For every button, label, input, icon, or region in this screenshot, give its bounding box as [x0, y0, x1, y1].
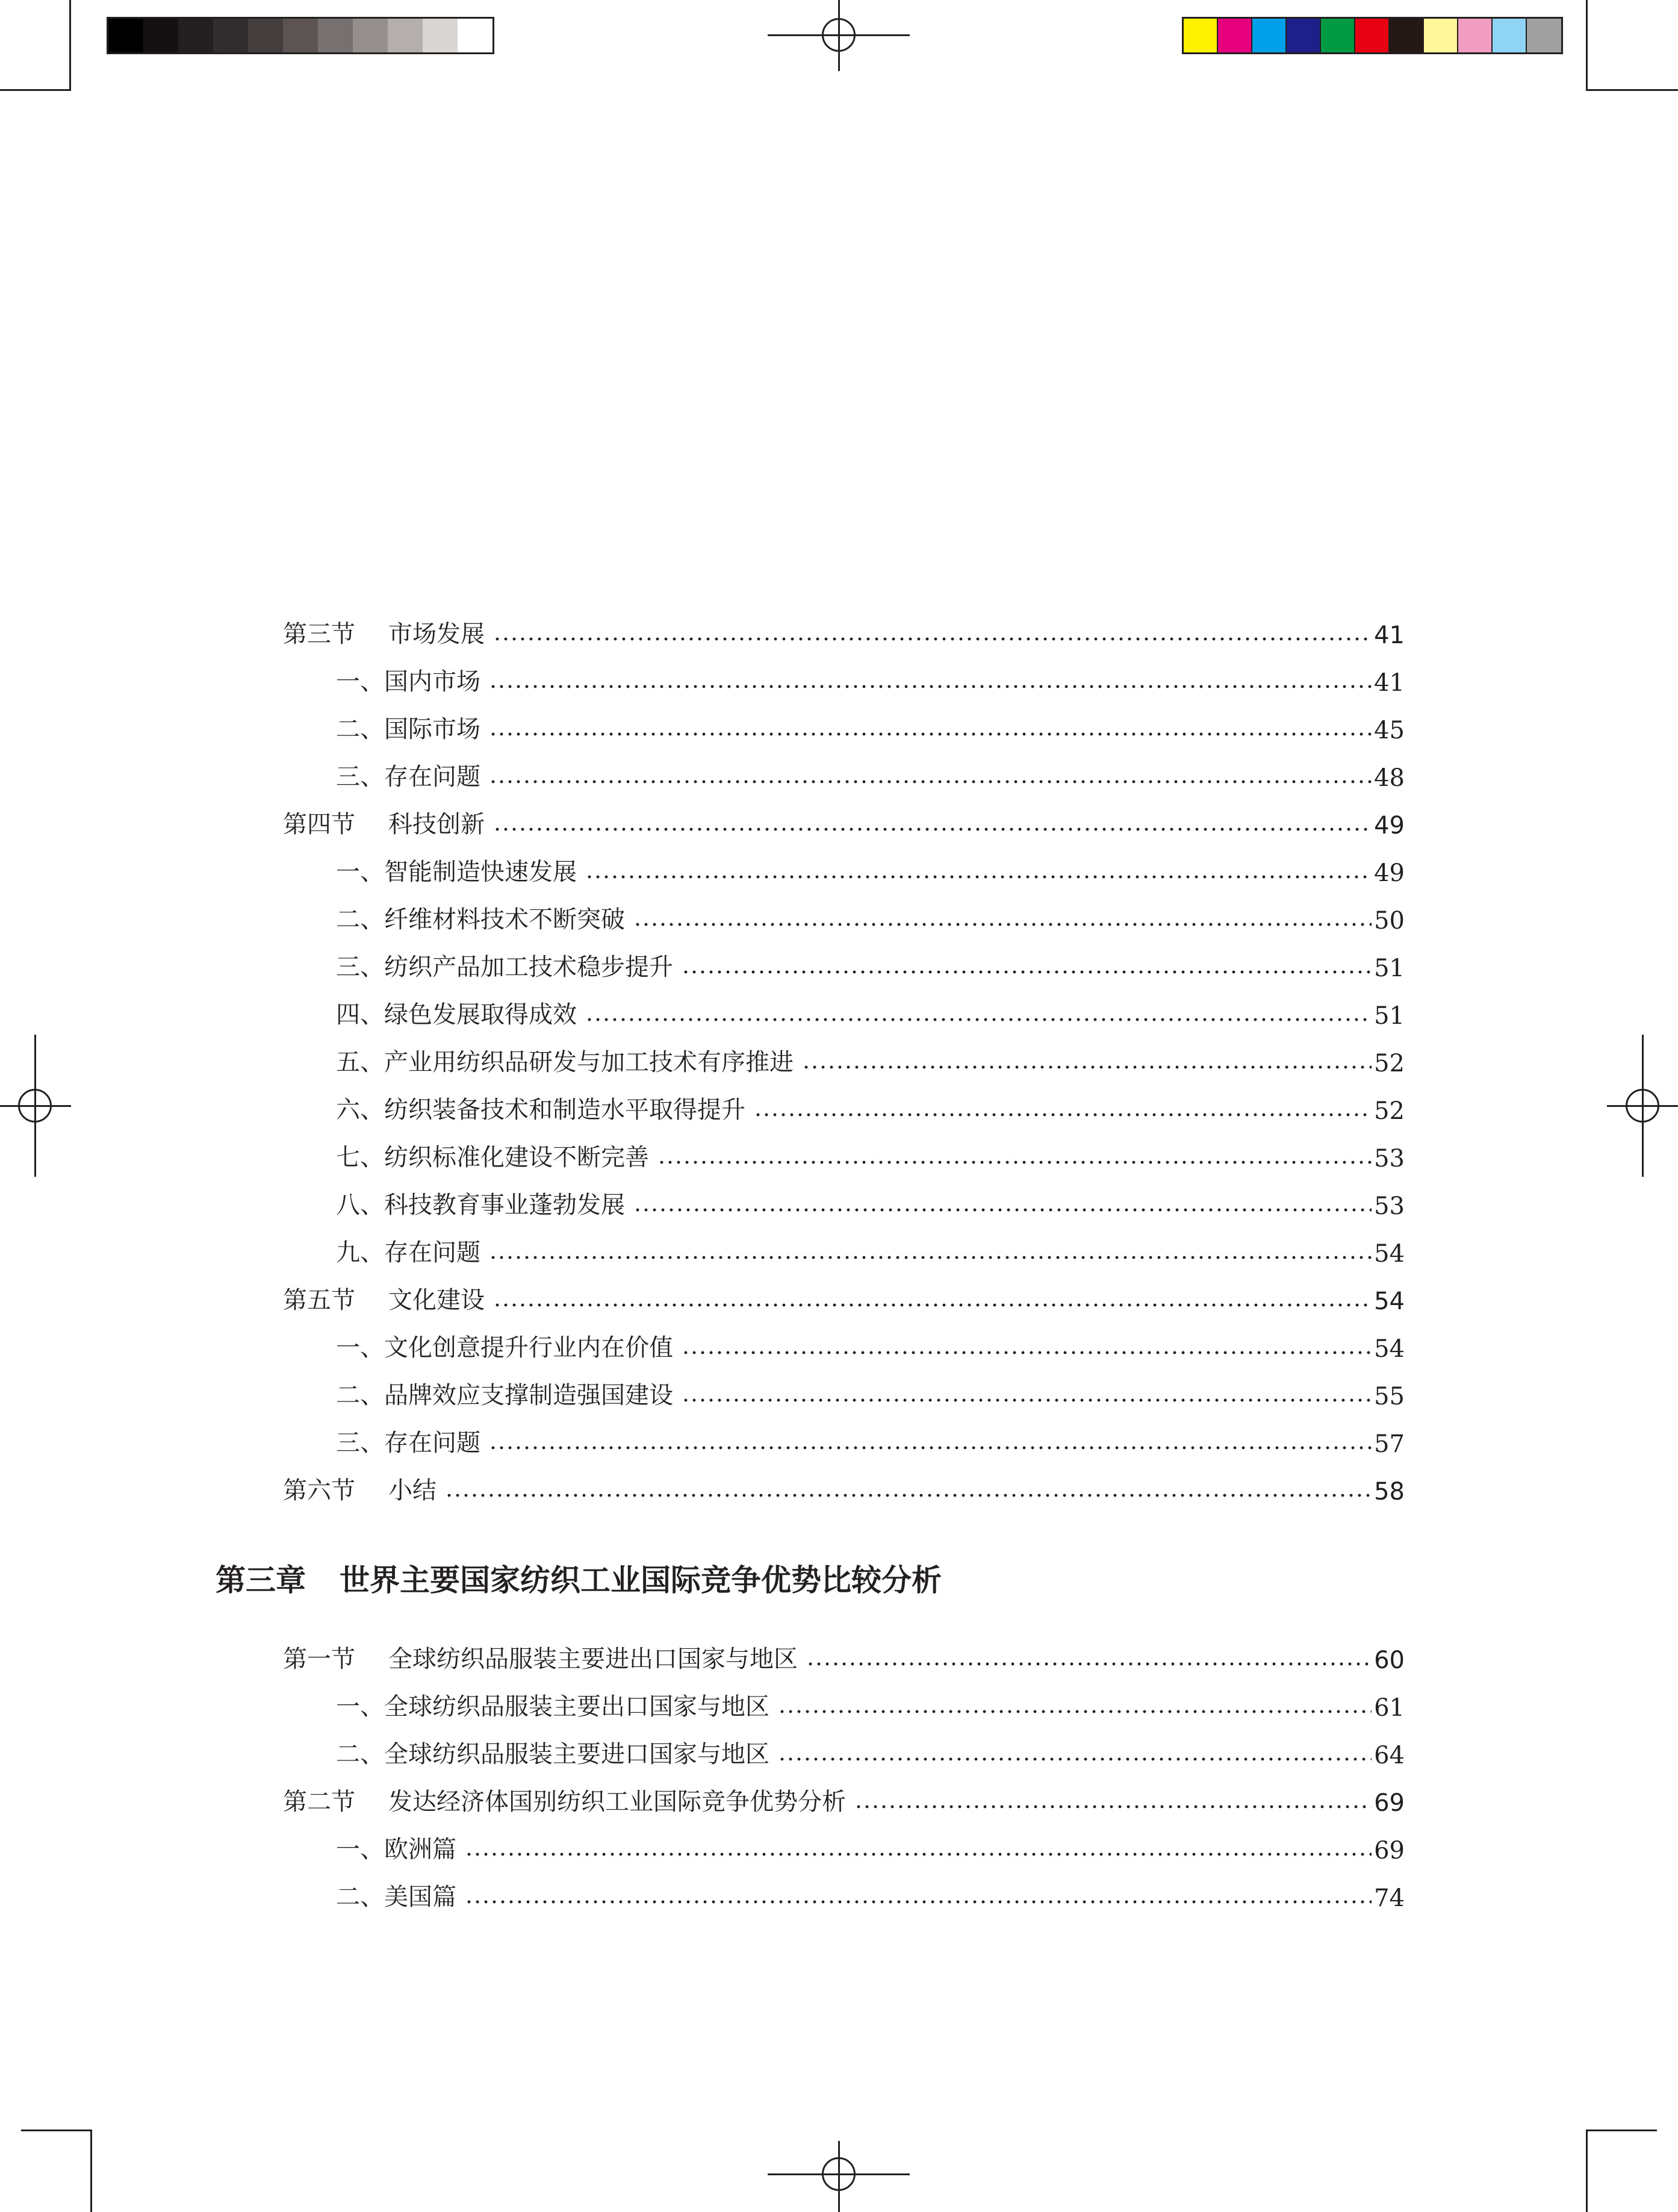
dot-leader [854, 1804, 1372, 1810]
toc-entry-label [283, 1640, 806, 1674]
crop-mark-top-left [69, 0, 71, 91]
dot-leader [489, 684, 1372, 690]
page-number: 69 [1374, 1789, 1405, 1817]
color-swatch [1355, 19, 1390, 52]
toc-entry-title: 市场发展 [388, 620, 485, 648]
toc-item-row[interactable] [336, 1089, 1405, 1125]
toc-entry-label [336, 1424, 489, 1458]
toc-entry-label [283, 1281, 493, 1315]
toc-entry-title: 二、国际市场 [336, 715, 480, 743]
toc-section-row[interactable] [283, 613, 1405, 649]
toc-entry-label [336, 1687, 778, 1722]
toc-entry-title: 一、文化创意提升行业内在价值 [336, 1334, 673, 1362]
toc-item-row[interactable] [336, 1422, 1405, 1458]
crop-mark-top-right [1586, 89, 1678, 91]
page-number: 54 [1374, 1335, 1405, 1363]
toc-entry-title: 三、存在问题 [336, 763, 480, 791]
color-swatch [1321, 19, 1355, 52]
toc-item-row[interactable] [336, 994, 1405, 1030]
dot-leader [633, 1207, 1372, 1213]
crop-mark-bottom-right [1586, 2129, 1588, 2212]
toc-entry-title: 一、国内市场 [336, 668, 480, 696]
page-number: 51 [1374, 955, 1405, 982]
dot-leader [493, 636, 1372, 642]
toc-entry-title: 一、智能制造快速发展 [336, 858, 577, 886]
dot-leader [585, 1017, 1372, 1023]
crop-mark-top-right [1586, 0, 1588, 91]
dot-leader [682, 969, 1372, 975]
toc-entry-title: 二、品牌效应支撑制造强国建设 [336, 1382, 673, 1409]
color-swatch [143, 19, 178, 52]
dot-leader [493, 826, 1372, 832]
toc-entry-label [336, 662, 489, 697]
toc-entry-title: 二、纤维材料技术不断突破 [336, 906, 625, 933]
toc-entry-title: 全球纺织品服装主要进出口国家与地区 [388, 1645, 798, 1673]
color-swatch [283, 19, 318, 52]
toc-section-row[interactable] [283, 1638, 1405, 1674]
page-number: 57 [1374, 1430, 1405, 1458]
toc-entry-label [336, 1329, 682, 1363]
toc-entry-title: 科技创新 [388, 811, 485, 838]
toc-item-row[interactable] [336, 1327, 1405, 1363]
page-number: 74 [1374, 1884, 1405, 1912]
toc-entry-label [283, 1783, 854, 1817]
dot-leader [585, 874, 1372, 880]
color-swatch [1424, 19, 1458, 52]
page-number: 51 [1374, 1002, 1405, 1030]
dot-leader [489, 731, 1372, 737]
dot-leader [778, 1709, 1372, 1715]
toc-item-row[interactable] [336, 851, 1405, 887]
color-swatch [423, 19, 458, 52]
toc-entry-title: 一、欧洲篇 [336, 1836, 456, 1863]
dot-leader [489, 1254, 1372, 1260]
grayscale-calibration-bar [107, 17, 494, 54]
toc-entry-label [283, 1471, 445, 1506]
color-swatch [353, 19, 388, 52]
page-number: 58 [1374, 1478, 1405, 1506]
section-number: 第六节 [283, 1477, 355, 1504]
section-number: 第五节 [283, 1286, 355, 1314]
toc-item-row[interactable] [336, 1876, 1405, 1912]
toc-entry-label [336, 853, 585, 887]
color-swatch [248, 19, 283, 52]
toc-item-row[interactable] [336, 1184, 1405, 1220]
crop-mark-bottom-left [21, 2129, 92, 2131]
toc-entry-title: 八、科技教育事业蓬勃发展 [336, 1191, 625, 1219]
toc-entry-title: 小结 [388, 1477, 437, 1504]
dot-leader [754, 1112, 1372, 1118]
page-number: 41 [1374, 622, 1405, 649]
toc-entry-label [336, 1138, 657, 1173]
toc-entry-title: 五、产业用纺织品研发与加工技术有序推进 [336, 1048, 794, 1076]
dot-leader [489, 779, 1372, 785]
chapter-number: 第三章 [216, 1562, 306, 1598]
toc-section-row[interactable] [283, 1469, 1405, 1506]
section-number: 第一节 [283, 1645, 355, 1673]
toc-entry-label [336, 1043, 802, 1077]
toc-entry-label [336, 1186, 633, 1220]
color-swatch [1184, 19, 1218, 52]
toc-item-row[interactable] [336, 1733, 1405, 1769]
dot-leader [806, 1661, 1372, 1667]
toc-entry-label [336, 1830, 465, 1865]
toc-entry-title: 文化建设 [388, 1286, 485, 1314]
page-number: 53 [1374, 1192, 1405, 1220]
toc-item-row[interactable] [336, 899, 1405, 935]
color-swatch [388, 19, 423, 52]
toc-entry-label [283, 615, 493, 649]
toc-entry-label [336, 900, 633, 935]
toc-entry-title: 二、全球纺织品服装主要进口国家与地区 [336, 1740, 769, 1768]
page-number: 48 [1374, 764, 1405, 792]
toc-entry-label [336, 948, 682, 982]
page-number: 64 [1374, 1742, 1405, 1769]
toc-entry-title: 三、纺织产品加工技术稳步提升 [336, 953, 673, 981]
toc-entry-label [336, 995, 585, 1030]
toc-section-row[interactable] [283, 1781, 1405, 1817]
toc-entry-title: 六、纺织装备技术和制造水平取得提升 [336, 1096, 745, 1124]
toc-entry-label [336, 1233, 489, 1268]
color-swatch [1287, 19, 1321, 52]
toc-entry-label [336, 758, 489, 792]
page-number: 69 [1374, 1837, 1405, 1865]
toc-entry-title: 二、美国篇 [336, 1883, 456, 1911]
chapter-heading [216, 1556, 942, 1600]
toc-entry-title: 四、绿色发展取得成效 [336, 1001, 577, 1029]
page-number: 54 [1374, 1240, 1405, 1268]
dot-leader [633, 921, 1372, 927]
color-swatch [1493, 19, 1527, 52]
page-number: 49 [1374, 812, 1405, 840]
toc-item-row[interactable] [336, 1041, 1405, 1077]
toc-entry-label [336, 1376, 682, 1410]
crop-mark-bottom-left [90, 2129, 92, 2212]
dot-leader [682, 1397, 1372, 1403]
dot-leader [657, 1159, 1372, 1165]
color-swatch [1218, 19, 1252, 52]
toc-item-row[interactable] [336, 1686, 1405, 1722]
crop-mark-top-left [0, 89, 71, 91]
toc-entry-title: 一、全球纺织品服装主要出口国家与地区 [336, 1693, 769, 1721]
color-swatch [1390, 19, 1424, 52]
toc-item-row[interactable] [336, 1136, 1405, 1173]
toc-item-row[interactable] [336, 1828, 1405, 1865]
dot-leader [465, 1851, 1372, 1857]
toc-entry-title: 发达经济体国别纺织工业国际竞争优势分析 [388, 1788, 846, 1816]
dot-leader [802, 1064, 1372, 1070]
page-number: 61 [1374, 1694, 1405, 1722]
toc-entry-label [336, 1091, 754, 1125]
color-swatch [1458, 19, 1493, 52]
page-number: 55 [1374, 1383, 1405, 1410]
page-number: 41 [1374, 669, 1405, 697]
section-number: 第四节 [283, 811, 355, 838]
toc-entry-title: 七、纺织标准化建设不断完善 [336, 1144, 649, 1171]
dot-leader [445, 1492, 1372, 1498]
toc-item-row[interactable] [336, 1232, 1405, 1268]
dot-leader [493, 1302, 1372, 1308]
page-number: 52 [1374, 1097, 1405, 1125]
toc-entry-title: 三、存在问题 [336, 1429, 480, 1457]
toc-item-row[interactable] [336, 756, 1405, 792]
crop-mark-bottom-right [1586, 2129, 1657, 2131]
page-number: 60 [1374, 1647, 1405, 1674]
dot-leader [465, 1899, 1372, 1905]
color-swatch [458, 19, 493, 52]
toc-section-row[interactable] [283, 1279, 1405, 1315]
color-swatch [318, 19, 353, 52]
page-number: 52 [1374, 1050, 1405, 1077]
toc-item-row[interactable] [336, 1374, 1405, 1410]
toc-entry-label [336, 1878, 465, 1912]
page-number: 54 [1374, 1288, 1405, 1315]
toc-entry-label [336, 710, 489, 744]
toc-item-row[interactable] [336, 708, 1405, 744]
toc-entry-label [336, 1735, 778, 1769]
color-calibration-bar [1182, 17, 1563, 54]
page-number: 45 [1374, 717, 1405, 744]
toc-item-row[interactable] [336, 661, 1405, 697]
dot-leader [489, 1445, 1372, 1451]
color-swatch [213, 19, 248, 52]
toc-entry-title: 九、存在问题 [336, 1239, 480, 1266]
color-swatch [1252, 19, 1287, 52]
color-swatch [1527, 19, 1561, 52]
dot-leader [778, 1756, 1372, 1762]
page-number: 49 [1374, 859, 1405, 887]
chapter-title: 世界主要国家纺织工业国际竞争优势比较分析 [340, 1562, 942, 1598]
toc-entry-label [283, 805, 493, 840]
dot-leader [682, 1350, 1372, 1356]
color-swatch [178, 19, 213, 52]
section-number: 第三节 [283, 620, 355, 648]
color-swatch [108, 19, 143, 52]
toc-item-row[interactable] [336, 946, 1405, 982]
section-number: 第二节 [283, 1788, 355, 1816]
page-number: 50 [1374, 907, 1405, 935]
page-number: 53 [1374, 1145, 1405, 1173]
toc-section-row[interactable] [283, 803, 1405, 840]
